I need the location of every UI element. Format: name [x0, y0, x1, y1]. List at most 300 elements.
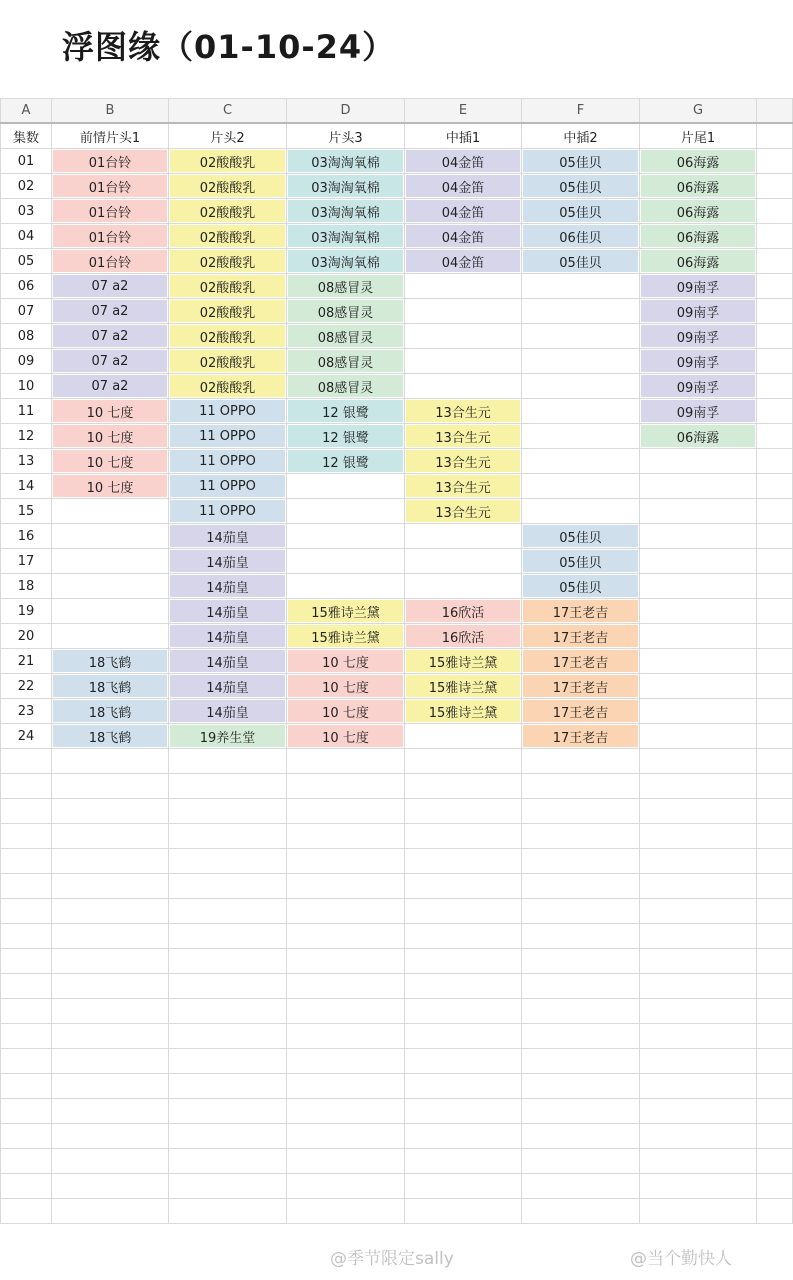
sheet-cell[interactable] — [757, 599, 793, 624]
empty-cell[interactable] — [1, 799, 52, 824]
column-letter-header[interactable]: F — [522, 99, 640, 124]
sheet-cell[interactable]: 14茄皇 — [169, 649, 287, 674]
sheet-cell[interactable]: 10 七度 — [287, 674, 405, 699]
sheet-cell[interactable] — [640, 674, 757, 699]
empty-cell[interactable] — [1, 1024, 52, 1049]
empty-cell[interactable] — [522, 924, 640, 949]
empty-cell[interactable] — [169, 849, 287, 874]
empty-cell[interactable] — [287, 1024, 405, 1049]
sheet-cell[interactable]: 01台铃 — [52, 199, 169, 224]
sheet-cell[interactable]: 17王老吉 — [522, 649, 640, 674]
sheet-cell[interactable] — [52, 574, 169, 599]
empty-cell[interactable] — [522, 1124, 640, 1149]
sheet-cell[interactable] — [757, 674, 793, 699]
empty-cell[interactable] — [287, 1049, 405, 1074]
sheet-cell[interactable] — [522, 374, 640, 399]
sheet-cell[interactable] — [405, 324, 522, 349]
sheet-cell[interactable] — [522, 399, 640, 424]
episode-number-cell[interactable]: 17 — [1, 549, 52, 574]
sheet-cell[interactable]: 15雅诗兰黛 — [405, 699, 522, 724]
empty-cell[interactable] — [52, 899, 169, 924]
sheet-cell[interactable]: 02酸酸乳 — [169, 249, 287, 274]
empty-cell[interactable] — [287, 1124, 405, 1149]
sheet-cell[interactable]: 16欣活 — [405, 599, 522, 624]
sheet-cell[interactable] — [640, 549, 757, 574]
sheet-cell[interactable]: 17王老吉 — [522, 699, 640, 724]
empty-cell[interactable] — [522, 849, 640, 874]
sheet-cell[interactable]: 02酸酸乳 — [169, 324, 287, 349]
empty-cell[interactable] — [287, 1199, 405, 1224]
empty-cell[interactable] — [169, 1174, 287, 1199]
empty-cell[interactable] — [405, 774, 522, 799]
sheet-cell[interactable] — [757, 349, 793, 374]
sheet-cell[interactable]: 04金笛 — [405, 199, 522, 224]
empty-cell[interactable] — [52, 924, 169, 949]
empty-cell[interactable] — [522, 1074, 640, 1099]
sheet-cell[interactable]: 11 OPPO — [169, 449, 287, 474]
sheet-cell[interactable]: 12 银鹭 — [287, 449, 405, 474]
sheet-cell[interactable]: 05佳贝 — [522, 199, 640, 224]
empty-cell[interactable] — [52, 1199, 169, 1224]
sheet-cell[interactable] — [757, 724, 793, 749]
sheet-cell[interactable]: 06海露 — [640, 424, 757, 449]
empty-cell[interactable] — [169, 799, 287, 824]
empty-cell[interactable] — [405, 824, 522, 849]
empty-cell[interactable] — [1, 999, 52, 1024]
sheet-cell[interactable]: 18飞鹤 — [52, 649, 169, 674]
empty-cell[interactable] — [405, 974, 522, 999]
empty-cell[interactable] — [757, 749, 793, 774]
empty-cell[interactable] — [169, 974, 287, 999]
sheet-cell[interactable] — [405, 299, 522, 324]
empty-cell[interactable] — [757, 1174, 793, 1199]
sheet-cell[interactable] — [522, 449, 640, 474]
empty-cell[interactable] — [757, 999, 793, 1024]
empty-cell[interactable] — [52, 824, 169, 849]
sheet-cell[interactable] — [405, 349, 522, 374]
sheet-cell[interactable]: 05佳贝 — [522, 149, 640, 174]
empty-cell[interactable] — [522, 999, 640, 1024]
spreadsheet[interactable] — [0, 98, 793, 1280]
empty-cell[interactable] — [405, 1074, 522, 1099]
column-letter-header[interactable]: C — [169, 99, 287, 124]
sheet-cell[interactable]: 03淘淘氧棉 — [287, 249, 405, 274]
empty-cell[interactable] — [405, 899, 522, 924]
empty-cell[interactable] — [757, 1024, 793, 1049]
sheet-cell[interactable]: 06海露 — [640, 249, 757, 274]
empty-cell[interactable] — [640, 949, 757, 974]
sheet-cell[interactable] — [757, 274, 793, 299]
empty-cell[interactable] — [52, 874, 169, 899]
sheet-cell[interactable] — [640, 649, 757, 674]
empty-cell[interactable] — [405, 749, 522, 774]
empty-cell[interactable] — [522, 1024, 640, 1049]
episode-number-cell[interactable]: 13 — [1, 449, 52, 474]
sheet-cell[interactable]: 12 银鹭 — [287, 424, 405, 449]
sheet-cell[interactable]: 09南孚 — [640, 374, 757, 399]
sheet-cell[interactable]: 06海露 — [640, 149, 757, 174]
episode-number-cell[interactable]: 12 — [1, 424, 52, 449]
sheet-cell[interactable]: 17王老吉 — [522, 724, 640, 749]
sheet-cell[interactable] — [757, 174, 793, 199]
empty-cell[interactable] — [522, 974, 640, 999]
sheet-cell[interactable]: 02酸酸乳 — [169, 199, 287, 224]
sheet-cell[interactable]: 02酸酸乳 — [169, 224, 287, 249]
sheet-cell[interactable] — [522, 474, 640, 499]
column-letter-header[interactable]: E — [405, 99, 522, 124]
empty-cell[interactable] — [640, 1124, 757, 1149]
empty-cell[interactable] — [405, 999, 522, 1024]
empty-cell[interactable] — [169, 874, 287, 899]
empty-cell[interactable] — [169, 1024, 287, 1049]
empty-cell[interactable] — [1, 874, 52, 899]
empty-cell[interactable] — [405, 1099, 522, 1124]
sheet-cell[interactable]: 05佳贝 — [522, 249, 640, 274]
sheet-cell[interactable]: 05佳贝 — [522, 524, 640, 549]
empty-cell[interactable] — [640, 999, 757, 1024]
sheet-cell[interactable] — [405, 274, 522, 299]
sheet-cell[interactable] — [757, 249, 793, 274]
sheet-grid[interactable] — [0, 98, 793, 1224]
empty-cell[interactable] — [287, 949, 405, 974]
empty-cell[interactable] — [640, 774, 757, 799]
sheet-cell[interactable]: 08感冒灵 — [287, 374, 405, 399]
sheet-cell[interactable]: 14茄皇 — [169, 624, 287, 649]
empty-cell[interactable] — [405, 1124, 522, 1149]
sheet-cell[interactable] — [757, 324, 793, 349]
sheet-cell[interactable]: 19养生堂 — [169, 724, 287, 749]
sheet-cell[interactable] — [52, 599, 169, 624]
empty-cell[interactable] — [640, 1049, 757, 1074]
sheet-cell[interactable]: 05佳贝 — [522, 574, 640, 599]
sheet-cell[interactable]: 11 OPPO — [169, 499, 287, 524]
column-letter-header[interactable]: A — [1, 99, 52, 124]
sheet-cell[interactable]: 13合生元 — [405, 474, 522, 499]
sheet-cell[interactable]: 11 OPPO — [169, 399, 287, 424]
header-cell[interactable]: 中插2 — [522, 123, 640, 149]
empty-cell[interactable] — [757, 949, 793, 974]
empty-cell[interactable] — [287, 999, 405, 1024]
sheet-cell[interactable]: 14茄皇 — [169, 599, 287, 624]
sheet-cell[interactable]: 09南孚 — [640, 349, 757, 374]
header-cell[interactable]: 中插1 — [405, 123, 522, 149]
empty-cell[interactable] — [1, 749, 52, 774]
sheet-cell[interactable]: 02酸酸乳 — [169, 349, 287, 374]
empty-cell[interactable] — [522, 824, 640, 849]
sheet-cell[interactable]: 01台铃 — [52, 249, 169, 274]
sheet-cell[interactable]: 02酸酸乳 — [169, 274, 287, 299]
sheet-cell[interactable]: 07 a2 — [52, 324, 169, 349]
sheet-cell[interactable]: 04金笛 — [405, 149, 522, 174]
sheet-cell[interactable]: 17王老吉 — [522, 624, 640, 649]
sheet-cell[interactable]: 06海露 — [640, 199, 757, 224]
sheet-cell[interactable] — [757, 449, 793, 474]
sheet-cell[interactable] — [640, 699, 757, 724]
empty-cell[interactable] — [1, 824, 52, 849]
sheet-cell[interactable]: 09南孚 — [640, 274, 757, 299]
sheet-cell[interactable]: 10 七度 — [52, 474, 169, 499]
sheet-cell[interactable] — [757, 149, 793, 174]
sheet-cell[interactable]: 06海露 — [640, 174, 757, 199]
sheet-cell[interactable]: 03淘淘氧棉 — [287, 149, 405, 174]
sheet-cell[interactable]: 10 七度 — [287, 649, 405, 674]
sheet-cell[interactable]: 14茄皇 — [169, 674, 287, 699]
empty-cell[interactable] — [757, 899, 793, 924]
episode-number-cell[interactable]: 09 — [1, 349, 52, 374]
sheet-cell[interactable] — [757, 574, 793, 599]
header-cell[interactable]: 片尾1 — [640, 123, 757, 149]
empty-cell[interactable] — [169, 1149, 287, 1174]
sheet-cell[interactable] — [287, 524, 405, 549]
empty-cell[interactable] — [405, 1174, 522, 1199]
sheet-cell[interactable]: 03淘淘氧棉 — [287, 224, 405, 249]
empty-cell[interactable] — [52, 1174, 169, 1199]
sheet-cell[interactable]: 10 七度 — [52, 424, 169, 449]
sheet-cell[interactable]: 12 银鹭 — [287, 399, 405, 424]
sheet-cell[interactable]: 03淘淘氧棉 — [287, 174, 405, 199]
sheet-cell[interactable]: 03淘淘氧棉 — [287, 199, 405, 224]
empty-cell[interactable] — [287, 1099, 405, 1124]
sheet-cell[interactable] — [757, 624, 793, 649]
empty-cell[interactable] — [522, 1099, 640, 1124]
sheet-cell[interactable] — [522, 349, 640, 374]
sheet-cell[interactable]: 08感冒灵 — [287, 349, 405, 374]
sheet-cell[interactable] — [522, 324, 640, 349]
sheet-cell[interactable] — [757, 524, 793, 549]
empty-cell[interactable] — [169, 999, 287, 1024]
empty-cell[interactable] — [757, 874, 793, 899]
sheet-cell[interactable]: 10 七度 — [287, 699, 405, 724]
empty-cell[interactable] — [1, 1149, 52, 1174]
sheet-cell[interactable]: 14茄皇 — [169, 574, 287, 599]
sheet-cell[interactable] — [287, 574, 405, 599]
empty-cell[interactable] — [640, 1199, 757, 1224]
sheet-cell[interactable]: 07 a2 — [52, 299, 169, 324]
sheet-cell[interactable]: 01台铃 — [52, 149, 169, 174]
sheet-cell[interactable] — [640, 624, 757, 649]
empty-cell[interactable] — [640, 1149, 757, 1174]
empty-cell[interactable] — [52, 1099, 169, 1124]
sheet-cell[interactable] — [522, 299, 640, 324]
empty-cell[interactable] — [405, 1199, 522, 1224]
empty-cell[interactable] — [287, 774, 405, 799]
empty-cell[interactable] — [522, 949, 640, 974]
header-cell[interactable] — [757, 123, 793, 149]
empty-cell[interactable] — [757, 774, 793, 799]
episode-number-cell[interactable]: 02 — [1, 174, 52, 199]
sheet-cell[interactable] — [640, 499, 757, 524]
empty-cell[interactable] — [1, 1074, 52, 1099]
sheet-cell[interactable] — [287, 549, 405, 574]
empty-cell[interactable] — [522, 1049, 640, 1074]
sheet-cell[interactable]: 10 七度 — [52, 399, 169, 424]
header-cell[interactable]: 片头3 — [287, 123, 405, 149]
sheet-cell[interactable]: 18飞鹤 — [52, 674, 169, 699]
empty-cell[interactable] — [52, 974, 169, 999]
sheet-cell[interactable] — [757, 699, 793, 724]
empty-cell[interactable] — [52, 1074, 169, 1099]
empty-cell[interactable] — [169, 1199, 287, 1224]
column-letter-header[interactable]: B — [52, 99, 169, 124]
empty-cell[interactable] — [522, 899, 640, 924]
sheet-cell[interactable]: 05佳贝 — [522, 549, 640, 574]
empty-cell[interactable] — [169, 1049, 287, 1074]
sheet-cell[interactable]: 04金笛 — [405, 224, 522, 249]
episode-number-cell[interactable]: 05 — [1, 249, 52, 274]
empty-cell[interactable] — [405, 1149, 522, 1174]
empty-cell[interactable] — [640, 899, 757, 924]
sheet-cell[interactable] — [640, 724, 757, 749]
empty-cell[interactable] — [640, 1099, 757, 1124]
empty-cell[interactable] — [522, 1174, 640, 1199]
empty-cell[interactable] — [169, 949, 287, 974]
sheet-cell[interactable]: 01台铃 — [52, 174, 169, 199]
empty-cell[interactable] — [640, 1024, 757, 1049]
sheet-cell[interactable] — [757, 299, 793, 324]
empty-cell[interactable] — [1, 1174, 52, 1199]
empty-cell[interactable] — [287, 924, 405, 949]
sheet-cell[interactable] — [640, 449, 757, 474]
sheet-cell[interactable]: 13合生元 — [405, 424, 522, 449]
empty-cell[interactable] — [640, 874, 757, 899]
sheet-cell[interactable] — [52, 499, 169, 524]
empty-cell[interactable] — [522, 1199, 640, 1224]
sheet-cell[interactable]: 09南孚 — [640, 299, 757, 324]
empty-cell[interactable] — [757, 1049, 793, 1074]
sheet-cell[interactable]: 15雅诗兰黛 — [287, 624, 405, 649]
sheet-cell[interactable] — [522, 274, 640, 299]
sheet-cell[interactable]: 15雅诗兰黛 — [405, 649, 522, 674]
empty-cell[interactable] — [287, 1074, 405, 1099]
sheet-cell[interactable]: 02酸酸乳 — [169, 374, 287, 399]
empty-cell[interactable] — [1, 774, 52, 799]
episode-number-cell[interactable]: 11 — [1, 399, 52, 424]
sheet-cell[interactable]: 16欣活 — [405, 624, 522, 649]
sheet-cell[interactable]: 17王老吉 — [522, 599, 640, 624]
empty-cell[interactable] — [405, 924, 522, 949]
sheet-cell[interactable]: 13合生元 — [405, 499, 522, 524]
sheet-cell[interactable]: 06佳贝 — [522, 224, 640, 249]
empty-cell[interactable] — [640, 749, 757, 774]
sheet-cell[interactable]: 17王老吉 — [522, 674, 640, 699]
empty-cell[interactable] — [640, 824, 757, 849]
empty-cell[interactable] — [757, 974, 793, 999]
episode-number-cell[interactable]: 03 — [1, 199, 52, 224]
empty-cell[interactable] — [1, 1199, 52, 1224]
sheet-cell[interactable]: 18飞鹤 — [52, 699, 169, 724]
empty-cell[interactable] — [1, 1049, 52, 1074]
empty-cell[interactable] — [287, 799, 405, 824]
empty-cell[interactable] — [287, 1149, 405, 1174]
column-letter-header[interactable]: D — [287, 99, 405, 124]
empty-cell[interactable] — [757, 799, 793, 824]
sheet-cell[interactable]: 04金笛 — [405, 249, 522, 274]
empty-cell[interactable] — [52, 999, 169, 1024]
sheet-cell[interactable] — [405, 724, 522, 749]
sheet-cell[interactable]: 08感冒灵 — [287, 274, 405, 299]
empty-cell[interactable] — [1, 974, 52, 999]
empty-cell[interactable] — [287, 874, 405, 899]
empty-cell[interactable] — [640, 924, 757, 949]
empty-cell[interactable] — [1, 1124, 52, 1149]
empty-cell[interactable] — [522, 799, 640, 824]
sheet-cell[interactable] — [522, 424, 640, 449]
empty-cell[interactable] — [287, 899, 405, 924]
sheet-cell[interactable] — [757, 399, 793, 424]
empty-cell[interactable] — [405, 849, 522, 874]
empty-cell[interactable] — [1, 849, 52, 874]
empty-cell[interactable] — [405, 799, 522, 824]
empty-cell[interactable] — [287, 849, 405, 874]
empty-cell[interactable] — [52, 749, 169, 774]
empty-cell[interactable] — [287, 1174, 405, 1199]
episode-number-cell[interactable]: 20 — [1, 624, 52, 649]
empty-cell[interactable] — [52, 949, 169, 974]
sheet-cell[interactable] — [757, 549, 793, 574]
empty-cell[interactable] — [757, 924, 793, 949]
empty-cell[interactable] — [405, 949, 522, 974]
sheet-cell[interactable]: 15雅诗兰黛 — [287, 599, 405, 624]
empty-cell[interactable] — [52, 1124, 169, 1149]
episode-number-cell[interactable]: 18 — [1, 574, 52, 599]
empty-cell[interactable] — [757, 1199, 793, 1224]
header-cell[interactable]: 集数 — [1, 123, 52, 149]
episode-number-cell[interactable]: 01 — [1, 149, 52, 174]
sheet-cell[interactable]: 11 OPPO — [169, 474, 287, 499]
sheet-cell[interactable] — [757, 649, 793, 674]
header-cell[interactable]: 片头2 — [169, 123, 287, 149]
sheet-cell[interactable]: 13合生元 — [405, 449, 522, 474]
sheet-cell[interactable] — [287, 474, 405, 499]
empty-cell[interactable] — [757, 849, 793, 874]
empty-cell[interactable] — [640, 1174, 757, 1199]
sheet-cell[interactable]: 14茄皇 — [169, 524, 287, 549]
empty-cell[interactable] — [52, 1049, 169, 1074]
sheet-cell[interactable] — [757, 199, 793, 224]
sheet-cell[interactable]: 04金笛 — [405, 174, 522, 199]
empty-cell[interactable] — [522, 774, 640, 799]
sheet-cell[interactable]: 02酸酸乳 — [169, 174, 287, 199]
sheet-cell[interactable]: 18飞鹤 — [52, 724, 169, 749]
empty-cell[interactable] — [169, 824, 287, 849]
sheet-cell[interactable]: 10 七度 — [52, 449, 169, 474]
sheet-cell[interactable]: 08感冒灵 — [287, 299, 405, 324]
empty-cell[interactable] — [1, 899, 52, 924]
sheet-cell[interactable]: 14茄皇 — [169, 549, 287, 574]
sheet-cell[interactable]: 09南孚 — [640, 324, 757, 349]
sheet-cell[interactable] — [405, 524, 522, 549]
empty-cell[interactable] — [52, 774, 169, 799]
episode-number-cell[interactable]: 19 — [1, 599, 52, 624]
sheet-cell[interactable] — [640, 574, 757, 599]
sheet-cell[interactable] — [405, 574, 522, 599]
sheet-cell[interactable]: 07 a2 — [52, 374, 169, 399]
sheet-cell[interactable]: 07 a2 — [52, 349, 169, 374]
episode-number-cell[interactable]: 22 — [1, 674, 52, 699]
sheet-cell[interactable]: 05佳贝 — [522, 174, 640, 199]
empty-cell[interactable] — [640, 1074, 757, 1099]
empty-cell[interactable] — [405, 1024, 522, 1049]
sheet-cell[interactable] — [757, 499, 793, 524]
sheet-cell[interactable] — [757, 224, 793, 249]
empty-cell[interactable] — [757, 824, 793, 849]
sheet-cell[interactable] — [522, 499, 640, 524]
empty-cell[interactable] — [169, 924, 287, 949]
empty-cell[interactable] — [522, 1149, 640, 1174]
header-cell[interactable]: 前情片头1 — [52, 123, 169, 149]
empty-cell[interactable] — [640, 799, 757, 824]
sheet-cell[interactable]: 02酸酸乳 — [169, 149, 287, 174]
